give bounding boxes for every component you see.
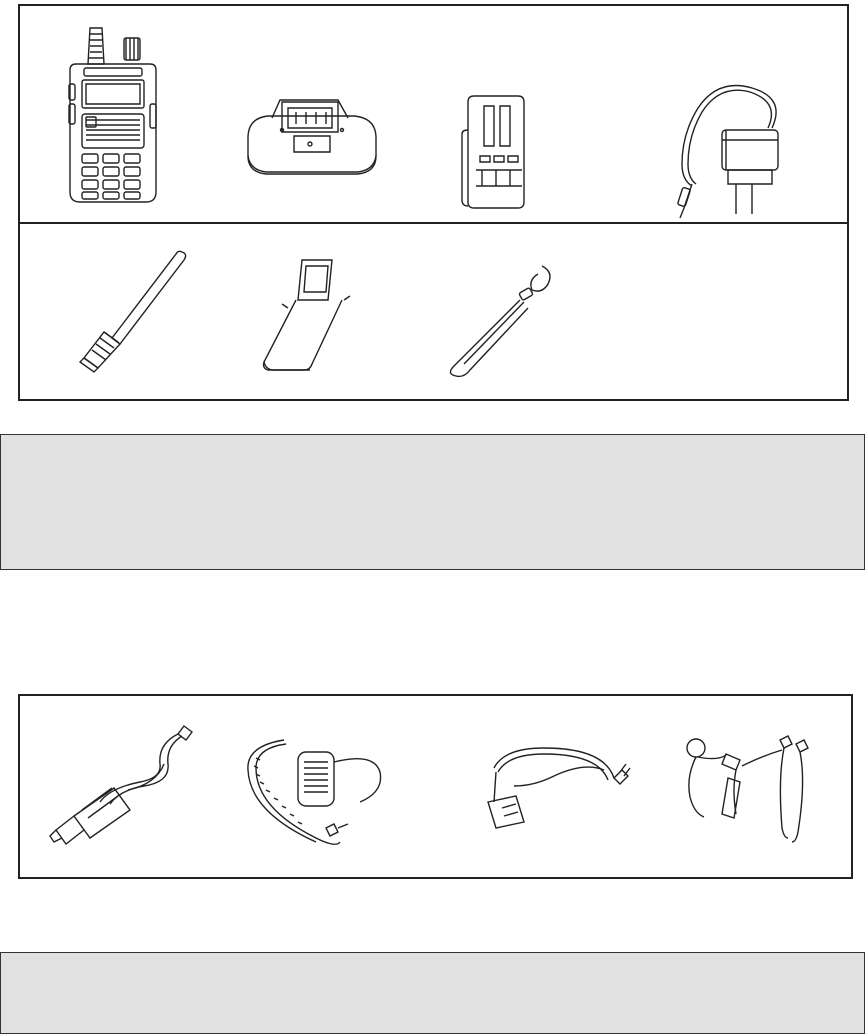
belt-clip-icon: [252, 256, 362, 376]
antenna-icon: [64, 248, 194, 376]
transceiver-icon: [64, 24, 174, 209]
earpiece-headset-icon: [670, 726, 830, 852]
battery-pack-icon: [450, 94, 540, 212]
optional-accessories-box: [18, 694, 853, 879]
speaker-microphone-icon: [236, 728, 406, 848]
ac-adapter-icon: [662, 74, 792, 224]
programming-cable-icon: [474, 732, 634, 852]
car-charger-icon: [44, 720, 204, 850]
charger-cradle-icon: [242, 88, 382, 188]
standard-accessories-box: [18, 4, 849, 401]
note-box-2: [0, 952, 865, 1034]
hand-strap-icon: [440, 262, 560, 378]
note-box-1: [0, 434, 865, 570]
row-divider: [20, 222, 847, 224]
